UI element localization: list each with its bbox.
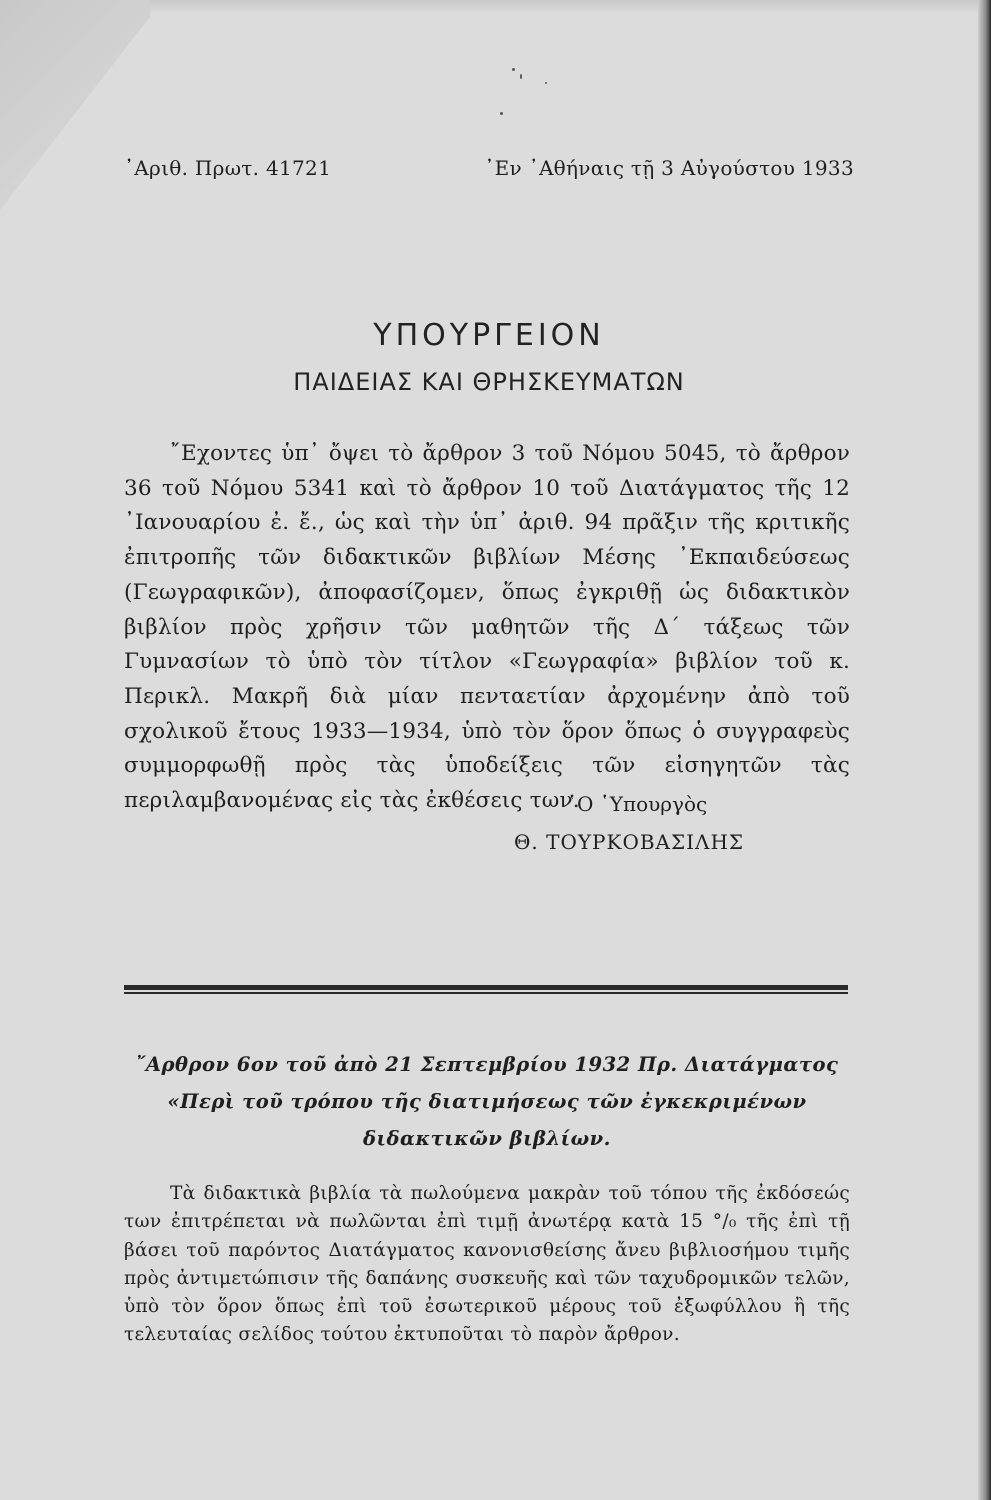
place-and-date: ᾿Εν ᾿Αθήναις τῇ 3 Αὐγούστου 1933 (484, 156, 854, 180)
ink-speck (520, 74, 522, 79)
signature-title: ῾Ο ῾Υπουργὸς (567, 792, 708, 816)
ink-speck (500, 112, 503, 115)
ministry-title: ΥΠΟΥΡΓΕΙΟΝ (373, 318, 605, 353)
article-heading (124, 1046, 850, 1157)
reference-header (124, 156, 854, 180)
article-body: Τὰ διδακτικὰ βιβλία τὰ πωλούμενα μακρὰν τοῦ τόπου τῆς ἐκδόσεώς των ἐπιτρέπεται νὰ πωλῶνται ἐπὶ τιμῇ ἀνωτέρᾳ κατὰ 15 °/₀ τῆς ἐπὶ τῇ βάσει τοῦ παρόντος Διατάγματος κανονισθείσης ἄνευ βιβλιοσήμου τιμῆς πρὸς ἀντιμετώπισιν τῆς δαπάνης συσκευῆς καὶ τῶν ταχυδρομικῶν τελῶν, ὑπὸ τὸν ὅρον ὅπως ἐπὶ τοῦ ἐσωτερικοῦ μέρους τοῦ ἐξωφύλλου ἢ τῆς τελευταίας σελίδος τούτου ἐκτυποῦται τὸ παρὸν ἄρθρον. (124, 1183, 850, 1346)
ink-speck (545, 82, 547, 84)
article-heading-line-2: «Περὶ τοῦ τρόπου τῆς διατιμήσεως τῶν ἐγκεκριμένων (167, 1090, 807, 1113)
divider-rule-thin (124, 992, 848, 994)
article-heading-line-3: διδακτικῶν βιβλίων. (363, 1127, 611, 1150)
page-right-edge (978, 0, 991, 1500)
article-heading-line-1: ῎Αρθρον 6ον τοῦ ἀπὸ 21 Σεπτεμβρίου 1932 Πρ. Διατάγματος (135, 1053, 839, 1076)
ink-speck (512, 68, 515, 71)
decision-text: ῎Εχοντες ὑπ᾿ ὄψει τὸ ἄρθρον 3 τοῦ Νόμου 5045, τὸ ἄρθρον 36 τοῦ Νόμου 5341 καὶ τὸ ἄρθρον 10 τοῦ Διατάγματος τῆς 12 ᾿Ιανουαρίου ἐ. ἔ., ὡς καὶ τὴν ὑπ᾿ ἀριθ. 94 πρᾶξιν τῆς κριτικῆς ἐπιτροπῆς τῶν διδακτικῶν βιβλίων Μέσης ᾿Εκπαιδεύσεως (Γεωγραφικῶν), ἀποφασίζομεν, ὅπως ἐγκριθῇ ὡς διδακτικὸν βιβλίον πρὸς χρῆσιν τῶν μαθητῶν τῆς Δ΄ τάξεως τῶν Γυμνασίων τὸ ὑπὸ τὸν τίτλον «Γεωγραφία» βιβλίον τοῦ κ. Περικλ. Μακρῆ διὰ μίαν πενταετίαν ἀρχομένην ἀπὸ τοῦ σχολικοῦ ἔτους 1933—1934, ὑπὸ τὸν ὅρον ὅπως ὁ συγγραφεὺς συμμορφωθῇ πρὸς τὰς ὑποδείξεις τῶν εἰσηγητῶν τὰς περιλαμβανομένας εἰς τὰς ἐκθέσεις των. (124, 441, 850, 814)
protocol-number: ᾿Αριθ. Πρωτ. 41721 (124, 156, 332, 180)
divider-rule-thick (124, 985, 848, 990)
signature-name: Θ. ΤΟΥΡΚΟΒΑΣΙΛΗΣ (514, 830, 745, 854)
ministry-subtitle: ΠΑΙΔΕΙΑΣ ΚΑΙ ΘΡΗΣΚΕΥΜΑΤΩΝ (293, 368, 685, 396)
